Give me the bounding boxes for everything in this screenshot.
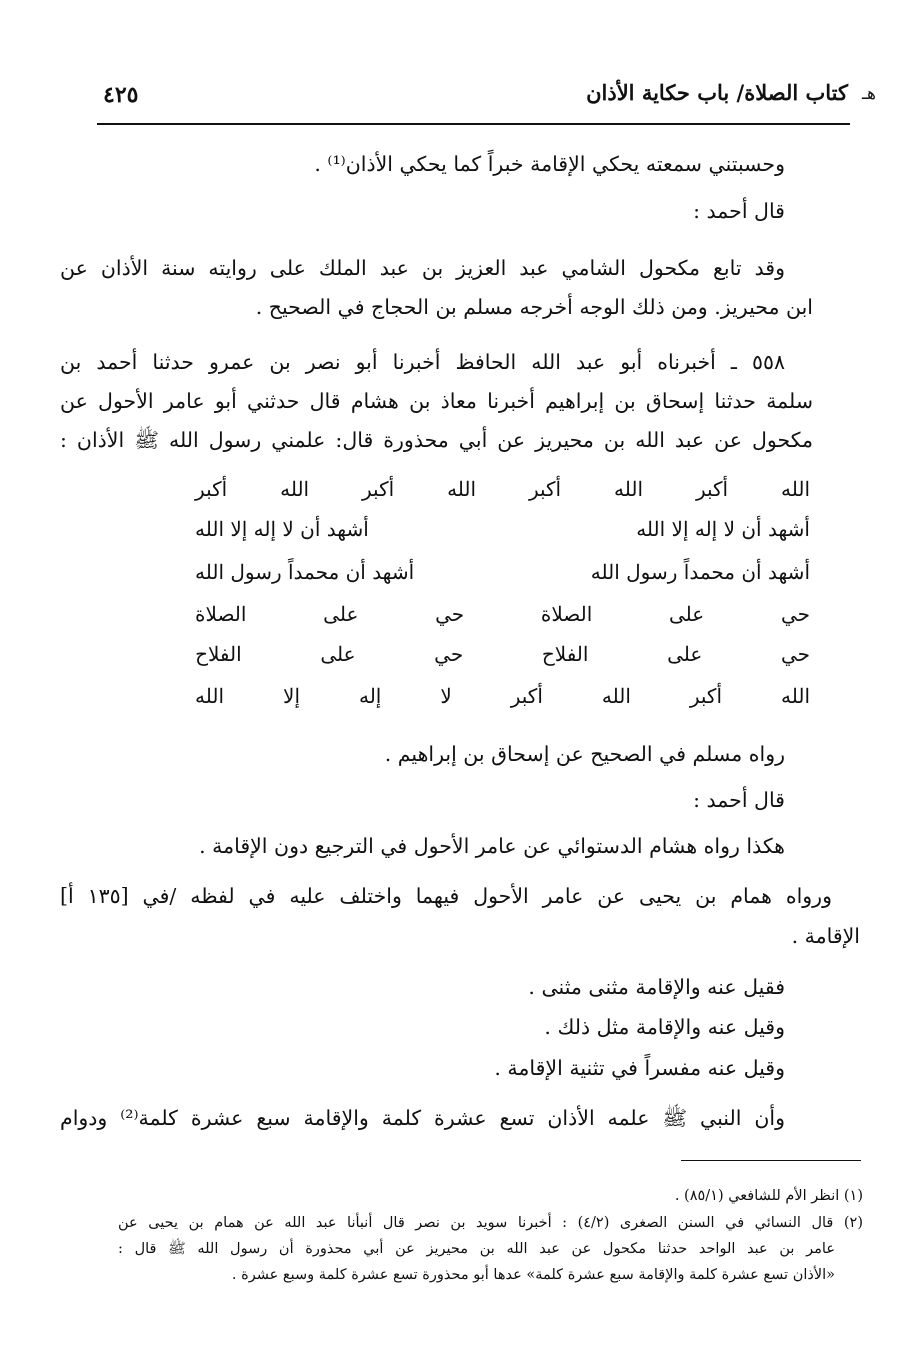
adhan-word: أكبر [689,684,723,708]
adhan-phrase: أشهد أن محمداً رسول الله [590,560,810,584]
adhan-word: لا [440,684,452,708]
body-line: الإقامة . [791,924,860,948]
hadith-number-line: ٥٥٨ ـ أخبرناه أبو عبد الله الحافظ أخبرنا أبو نصر بن عمرو حدثنا أحمد بن [60,350,785,374]
adhan-word: أكبر [195,477,228,501]
body-line: قال أحمد : [693,199,785,223]
adhan-row [195,514,810,544]
body-line: ورواه همام بن يحيى عن عامر الأحول فيهما واختلف عليه في لفظه /في [١٣٥ أ] [60,884,832,908]
body-line: وقيل عنه مفسراً في تثنية الإقامة . [494,1056,785,1080]
running-title: كتاب الصلاة/ باب حكاية الأذان [586,80,848,105]
body-line: هكذا رواه هشام الدستوائي عن عامر الأحول في الترجيع دون الإقامة . [199,834,785,858]
adhan-word: الله [781,684,810,708]
adhan-row [195,599,810,629]
adhan-word: حي [780,642,810,666]
adhan-row [195,681,810,711]
adhan-phrase: أشهد أن لا إله إلا الله [195,517,369,541]
adhan-word: إله [358,684,382,708]
footnote-rule [681,1160,861,1161]
adhan-word: الفلاح [195,642,242,666]
page-number: ٤٢٥ [103,82,139,108]
adhan-word: حي [780,602,810,626]
footnote-continuation: «الأذان تسع عشرة كلمة والإقامة سبع عشرة كلمة» عدها أبو محذورة تسع عشرة كلمة وسبع عشرة . [231,1267,835,1283]
adhan-word: على [323,602,359,626]
body-line: وقد تابع مكحول الشامي عبد العزيز بن عبد الملك على روايته سنة الأذان عن [60,256,785,280]
body-line: سلمة حدثنا إسحاق بن إبراهيم أخبرنا معاذ بن هشام قال حدثني أبو عامر الأحول عن [60,389,813,413]
adhan-word: إلا [283,684,300,708]
body-line: رواه مسلم في الصحيح عن إسحاق بن إبراهيم . [384,742,785,766]
footnote: (٢) قال النسائي في السنن الصغرى (٤/٢) : أخبرنا سويد بن نصر قال أنبأنا عبد الله عن همام بن يحيى عن [118,1215,863,1231]
adhan-word: الفلاح [541,642,589,666]
adhan-word: الله [614,477,644,501]
adhan-word: الله [781,477,810,501]
body-line: وقيل عنه والإقامة مثل ذلك . [544,1015,785,1039]
adhan-word: الله [601,684,631,708]
body-line: وأن النبي ﷺ علمه الأذان تسع عشرة كلمة والإقامة سبع عشرة كلمة⁽²⁾ ودوام [60,1106,785,1130]
footnote-continuation: عامر بن عبد الواحد حدثنا مكحول عن عبد الله بن محيريز عن أبي محذورة أن رسول الله ﷺ قال : [118,1241,835,1257]
adhan-row [195,557,810,587]
body-line: وحسبتني سمعته يحكي الإقامة خبراً كما يحكي الأذان⁽¹⁾ . [314,152,785,176]
adhan-word: حي [434,642,464,666]
adhan-word: الصلاة [195,602,247,626]
adhan-phrase: أشهد أن لا إله إلا الله [636,517,810,541]
adhan-row [195,639,810,669]
body-line: مكحول عن عبد الله بن محيريز عن أبي محذورة قال: علمني رسول الله ﷺ الأذان : [60,428,813,452]
adhan-word: على [320,642,356,666]
corner-mark: ﻫـ [862,84,876,104]
adhan-word: الصلاة [540,602,593,626]
adhan-word: الله [195,684,225,708]
adhan-phrase: أشهد أن محمداً رسول الله [195,560,415,584]
adhan-word: الله [447,477,477,501]
body-line: ابن محيريز. ومن ذلك الوجه أخرجه مسلم بن الحجاج في الصحيح . [255,295,813,319]
adhan-word: أكبر [528,477,562,501]
adhan-word: أكبر [695,477,729,501]
footnote: (١) انظر الأم للشافعي (٨٥/١) . [674,1188,863,1204]
adhan-word: على [667,642,703,666]
adhan-row [195,474,810,504]
header-rule [97,123,850,125]
adhan-word: حي [435,602,465,626]
adhan-word: الله [280,477,310,501]
adhan-word: أكبر [362,477,395,501]
adhan-word: على [669,602,705,626]
adhan-word: أكبر [510,684,543,708]
body-line: فقيل عنه والإقامة مثنى مثنى . [528,975,785,999]
body-line: قال أحمد : [693,788,785,812]
